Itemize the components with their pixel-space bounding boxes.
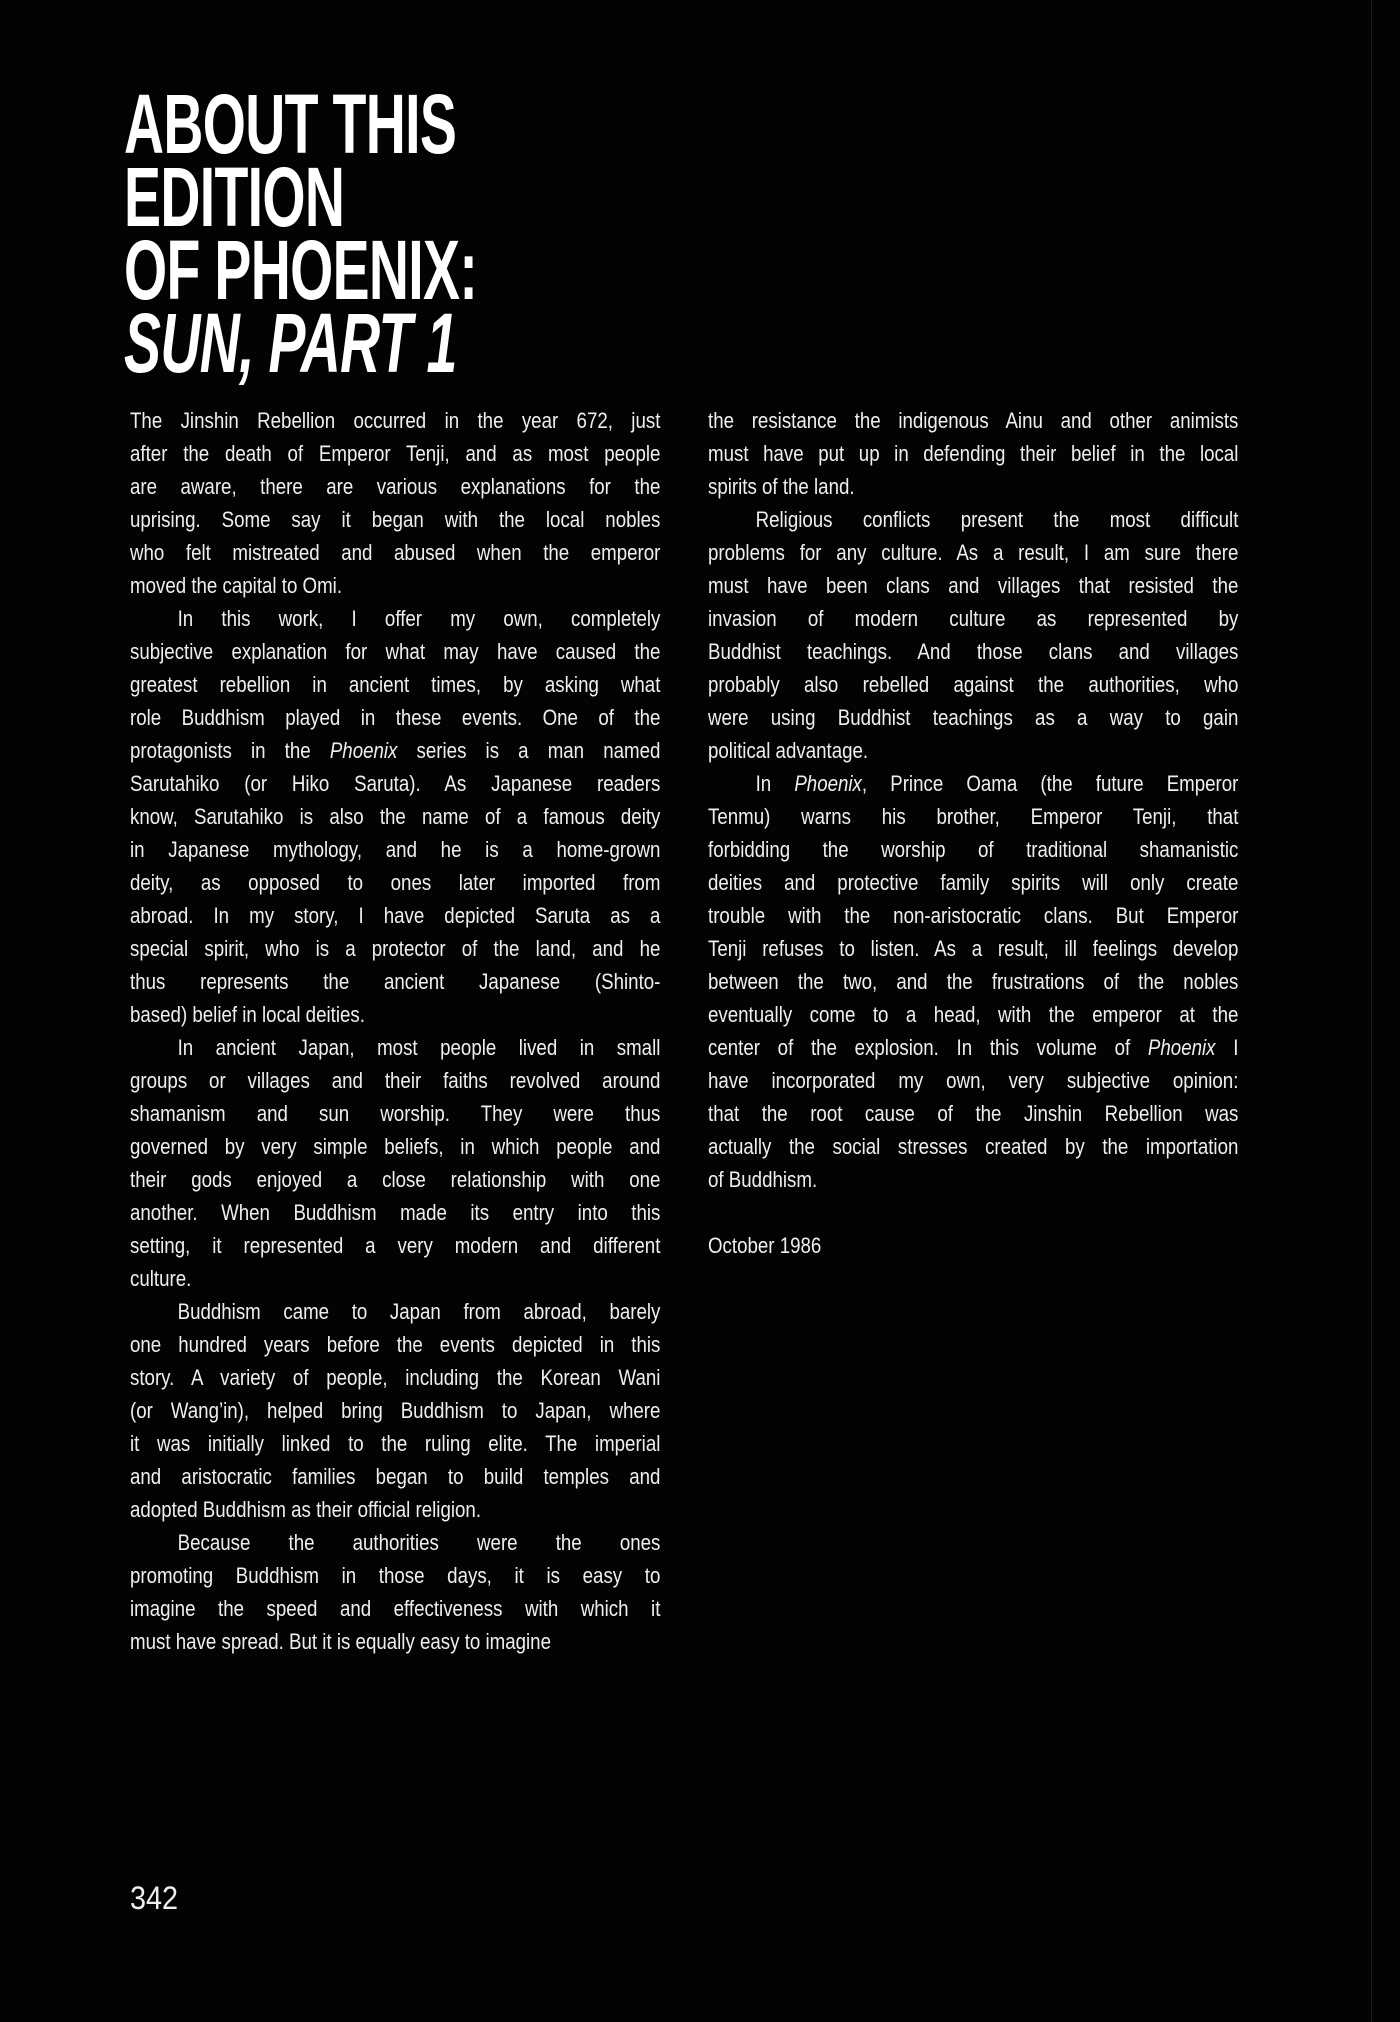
title-line-2: EDITION xyxy=(124,150,345,244)
text-line: based) belief in local deities. xyxy=(130,1002,365,1027)
text-line: have incorporated my own, very subjective opinion: xyxy=(708,1068,1239,1093)
title-line-1: ABOUT THIS xyxy=(124,77,457,171)
text-line: the resistance the indigenous Ainu and other animists xyxy=(708,408,1239,433)
text-line: between the two, and the frustrations of the nobles xyxy=(708,969,1239,994)
text-line: shamanism and sun worship. They were thus xyxy=(130,1101,661,1126)
paragraph xyxy=(708,503,1238,767)
text-line: spirits of the land. xyxy=(708,474,855,499)
text-line: Buddhist teachings. And those clans and villages xyxy=(708,639,1239,664)
text-line: of Buddhism. xyxy=(708,1167,818,1192)
text-line: groups or villages and their faiths revolved around xyxy=(130,1068,661,1093)
text-line: greatest rebellion in ancient times, by asking what xyxy=(130,672,661,697)
text-line: setting, it represented a very modern and different xyxy=(130,1233,661,1258)
text-line: Tenji refuses to listen. As a result, ill feelings develop xyxy=(708,936,1239,961)
text-line: culture. xyxy=(130,1266,192,1291)
text-line: that the root cause of the Jinshin Rebellion was xyxy=(708,1101,1239,1126)
text-line: and aristocratic families began to build temples and xyxy=(130,1464,661,1489)
text-line: imagine the speed and effectiveness with which it xyxy=(130,1596,661,1621)
signature-date: October 1986 xyxy=(708,1233,822,1258)
text-line: after the death of Emperor Tenji, and as most people xyxy=(130,441,661,466)
text-line: trouble with the non-aristocratic clans. But Emperor xyxy=(708,903,1239,928)
text-line: problems for any culture. As a result, I am sure there xyxy=(708,540,1239,565)
title-line-3: OF PHOENIX: xyxy=(124,223,478,317)
title-line-4-subtitle: SUN, PART 1 xyxy=(124,296,457,390)
text-line: actually the social stresses created by the importation xyxy=(708,1134,1239,1159)
text-line: one hundred years before the events depicted in this xyxy=(130,1332,661,1357)
italic-title-reference: Phoenix xyxy=(1147,1035,1216,1060)
text-line: their gods enjoyed a close relationship with one xyxy=(130,1167,661,1192)
paragraph xyxy=(130,1295,660,1526)
text-line: who felt mistreated and abused when the emperor xyxy=(130,540,661,565)
left-text-column xyxy=(130,404,660,1658)
text-line: moved the capital to Omi. xyxy=(130,573,343,598)
text-line: uprising. Some say it began with the local nobles xyxy=(130,507,661,532)
text-line: another. When Buddhism made its entry into this xyxy=(130,1200,661,1225)
text-line: know, Sarutahiko is also the name of a famous deity xyxy=(130,804,661,829)
text-line: are aware, there are various explanations for the xyxy=(130,474,661,499)
text-line: it was initially linked to the ruling elite. The imperial xyxy=(130,1431,661,1456)
text-line: Buddhism came to Japan from abroad, barely xyxy=(177,1299,661,1324)
text-line: promoting Buddhism in those days, it is easy to xyxy=(130,1563,661,1588)
text-line: must have been clans and villages that resisted the xyxy=(708,573,1239,598)
text-line: adopted Buddhism as their official religion. xyxy=(130,1497,482,1522)
text-line: (or Wang’in), helped bring Buddhism to Japan, where xyxy=(130,1398,661,1423)
text-line: In Phoenix, Prince Oama (the future Emperor xyxy=(755,771,1239,796)
text-line: must have put up in defending their belief in the local xyxy=(708,441,1239,466)
page-title xyxy=(124,77,478,390)
text-line: abroad. In my story, I have depicted Saruta as a xyxy=(130,903,661,928)
text-line: were using Buddhist teachings as a way to gain xyxy=(708,705,1239,730)
text-line: eventually come to a head, with the emperor at the xyxy=(708,1002,1239,1027)
text-line: forbidding the worship of traditional shamanistic xyxy=(708,837,1239,862)
italic-title-reference: Phoenix xyxy=(794,771,862,796)
text-line: thus represents the ancient Japanese (Shinto- xyxy=(130,969,661,994)
text-line: story. A variety of people, including the Korean Wani xyxy=(130,1365,661,1390)
text-line: probably also rebelled against the authorities, who xyxy=(708,672,1239,697)
text-line: Because the authorities were the ones xyxy=(177,1530,661,1555)
text-line: deity, as opposed to ones later imported from xyxy=(130,870,661,895)
text-line: protagonists in the Phoenix series is a man named xyxy=(130,738,661,763)
text-line: In ancient Japan, most people lived in small xyxy=(177,1035,661,1060)
text-line: in Japanese mythology, and he is a home-grown xyxy=(130,837,661,862)
text-line: political advantage. xyxy=(708,738,869,763)
page-edge-divider xyxy=(1371,0,1372,2022)
text-line: The Jinshin Rebellion occurred in the year 672, just xyxy=(130,408,661,433)
paragraph xyxy=(708,767,1238,1196)
italic-title-reference: Phoenix xyxy=(329,738,398,763)
text-line: center of the explosion. In this volume of Phoenix I xyxy=(708,1035,1239,1060)
paragraph xyxy=(130,1031,660,1295)
right-text-column xyxy=(708,404,1238,1262)
text-line: Sarutahiko (or Hiko Saruta). As Japanese readers xyxy=(130,771,661,796)
page-number: 342 xyxy=(130,1880,179,1916)
text-line: Religious conflicts present the most difficult xyxy=(755,507,1239,532)
paragraph xyxy=(708,404,1238,503)
text-line: must have spread. But it is equally easy to imagine xyxy=(130,1629,551,1654)
text-line: special spirit, who is a protector of the land, and he xyxy=(130,936,661,961)
paragraph xyxy=(130,1526,660,1658)
paragraph xyxy=(130,602,660,1031)
paragraph xyxy=(130,404,660,602)
text-line: subjective explanation for what may have caused the xyxy=(130,639,661,664)
text-line: deities and protective family spirits will only create xyxy=(708,870,1239,895)
text-line: In this work, I offer my own, completely xyxy=(177,606,661,631)
text-line: Tenmu) warns his brother, Emperor Tenji, that xyxy=(708,804,1239,829)
text-line: invasion of modern culture as represented by xyxy=(708,606,1239,631)
text-line: role Buddhism played in these events. One of the xyxy=(130,705,661,730)
text-line: governed by very simple beliefs, in which people and xyxy=(130,1134,661,1159)
spacer-line xyxy=(708,1196,1238,1229)
